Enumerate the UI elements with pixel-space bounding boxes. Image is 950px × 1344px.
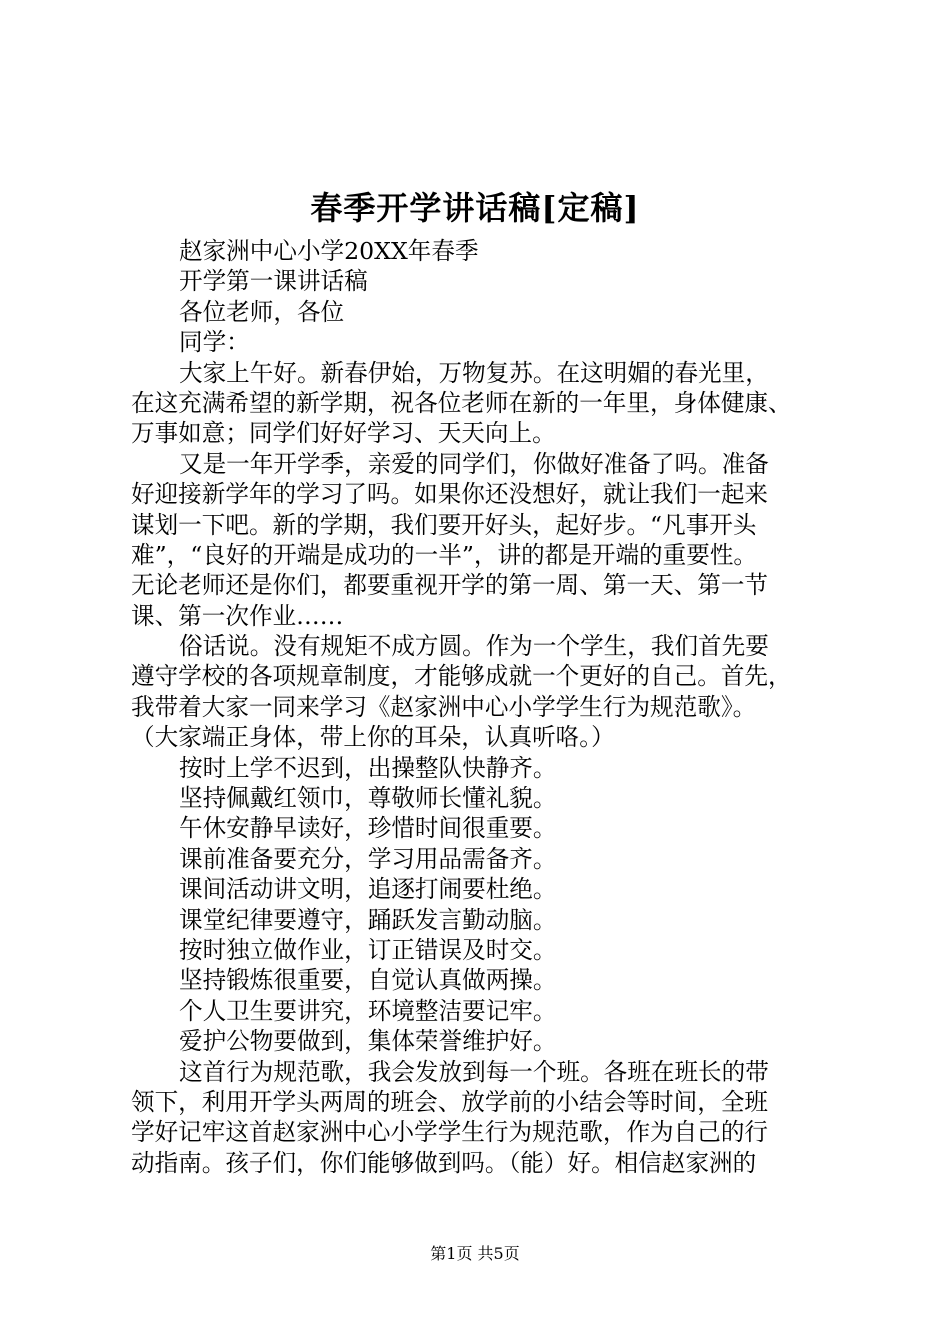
text-line: 学好记牢这首赵家洲中心小学学生行为规范歌，作为自己的行 <box>131 1118 769 1147</box>
page-footer: 第1页 共5页 <box>430 1244 520 1263</box>
text-line: 课堂纪律要遵守，踊跃发言勤动脑。 <box>179 905 557 934</box>
text-line: 个人卫生要讲究，环境整洁要记牢。 <box>179 996 557 1025</box>
text-line: 又是一年开学季，亲爱的同学们，你做好准备了吗。准备 <box>179 449 769 478</box>
text-line: 我带着大家一同来学习《赵家洲中心小学学生行为规范歌》。 <box>131 692 757 721</box>
text-line: 同学： <box>179 328 250 357</box>
text-line: 领下，利用开学头两周的班会、放学前的小结会等时间，全班 <box>131 1087 769 1116</box>
text-line: 课间活动讲文明，追逐打闹要杜绝。 <box>179 875 557 904</box>
text-line: 难”，“良好的开端是成功的一半”，讲的都是开端的重要性。 <box>131 540 758 569</box>
text-line: 好迎接新学年的学习了吗。如果你还没想好，就让我们一起来 <box>131 480 769 509</box>
text-line: 课前准备要充分，学习用品需备齐。 <box>179 844 557 873</box>
text-line: 坚持佩戴红领巾，尊敬师长懂礼貌。 <box>179 784 557 813</box>
document-title: 春季开学讲话稿[定稿] <box>310 189 640 227</box>
text-line: 遵守学校的各项规章制度，才能够成就一个更好的自己。首先， <box>131 662 792 691</box>
text-line: 谋划一下吧。新的学期，我们要开好头，起好步。“凡事开头 <box>131 510 757 539</box>
text-line: 午休安静早读好，珍惜时间很重要。 <box>179 814 557 843</box>
text-line: （大家端正身体，带上你的耳朵，认真听咯。） <box>131 723 615 752</box>
text-line: 动指南。孩子们，你们能够做到吗。（能）好。相信赵家洲的 <box>131 1148 757 1177</box>
text-line: 这首行为规范歌，我会发放到每一个班。各班在班长的带 <box>179 1057 769 1086</box>
text-line: 各位老师，各位 <box>179 297 345 326</box>
text-line: 爱护公物要做到，集体荣誉维护好。 <box>179 1027 557 1056</box>
text-line: 大家上午好。新春伊始，万物复苏。在这明媚的春光里， <box>179 358 769 387</box>
document-body <box>131 236 831 1178</box>
text-line: 无论老师还是你们，都要重视开学的第一周、第一天、第一节 <box>131 571 769 600</box>
text-line: 万事如意；同学们好好学习、天天向上。 <box>131 419 556 448</box>
text-line: 按时上学不迟到，出操整队快静齐。 <box>179 753 557 782</box>
text-line: 坚持锻炼很重要，自觉认真做两操。 <box>179 966 557 995</box>
text-line: 课、第一次作业…… <box>131 601 344 630</box>
text-line: 按时独立做作业，订正错误及时交。 <box>179 935 557 964</box>
text-line: 赵家洲中心小学20XX年春季 <box>179 237 479 265</box>
text-line: 俗话说。没有规矩不成方圆。作为一个学生，我们首先要 <box>179 632 769 661</box>
text-line: 开学第一课讲话稿 <box>179 267 368 296</box>
text-line: 在这充满希望的新学期，祝各位老师在新的一年里，身体健康、 <box>131 388 792 417</box>
